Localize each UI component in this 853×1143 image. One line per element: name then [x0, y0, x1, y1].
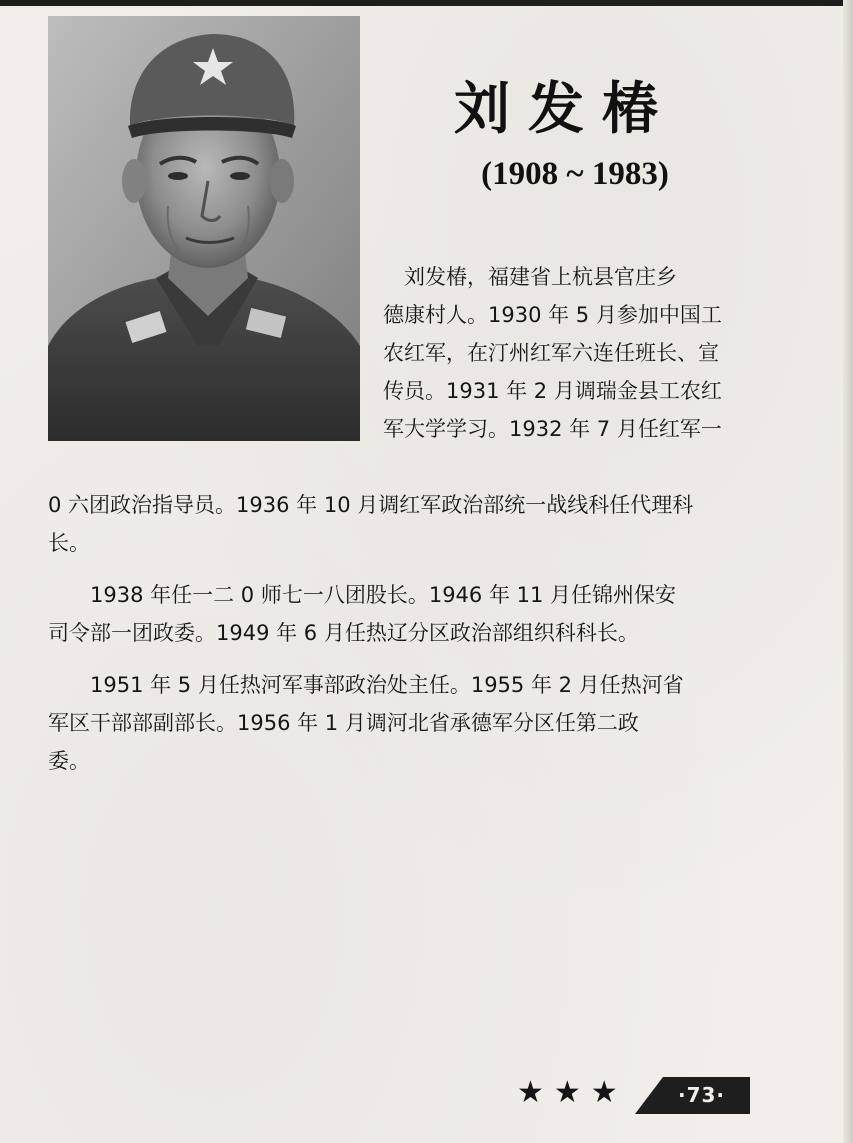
text-line: 委。: [48, 749, 90, 773]
text-line: 长。: [48, 531, 90, 555]
text-line: 农红军，在汀州红军六连任班长、宣: [383, 341, 719, 365]
text-line: 0 六团政治指导员。1936 年 10 月调红军政治部统一战线科任代理科: [48, 493, 694, 517]
text-line: 传员。1931 年 2 月调瑞金县工农红: [383, 379, 722, 403]
portrait-photo: [48, 16, 360, 441]
body-text: [48, 486, 693, 780]
paragraph-3: [48, 666, 693, 780]
paragraph-1-continued: [48, 486, 693, 562]
text-line: 1951 年 5 月任热河军事部政治处主任。1955 年 2 月任热河省: [48, 673, 684, 697]
text-line: 德康村人。1930 年 5 月参加中国工: [383, 303, 722, 327]
page-edge-shadow: [843, 0, 853, 1143]
page-number-tab: [635, 1077, 750, 1114]
text-line: 军区干部部副部长。1956 年 1 月调河北省承德军分区任第二政: [48, 711, 639, 735]
star-ornament-icon: ★★★: [517, 1075, 628, 1110]
intro-paragraph: [383, 258, 722, 448]
person-name-title: 刘发椿: [454, 77, 676, 142]
paragraph-2: [48, 576, 693, 652]
paragraph-gap: [48, 562, 693, 576]
text-line: 司令部一团政委。1949 年 6 月任热辽分区政治部组织科科长。: [48, 621, 639, 645]
page-number: ·73·: [677, 1083, 726, 1107]
top-rule: [0, 0, 853, 6]
paragraph-gap: [48, 652, 693, 666]
life-years: (1908 ~ 1983): [481, 156, 669, 192]
text-line: 军大学学习。1932 年 7 月任红军一: [383, 417, 722, 441]
text-line: 1938 年任一二 0 师七一八团股长。1946 年 11 月任锦州保安: [48, 583, 677, 607]
text-line: 刘发椿，福建省上杭县官庄乡: [383, 265, 677, 289]
